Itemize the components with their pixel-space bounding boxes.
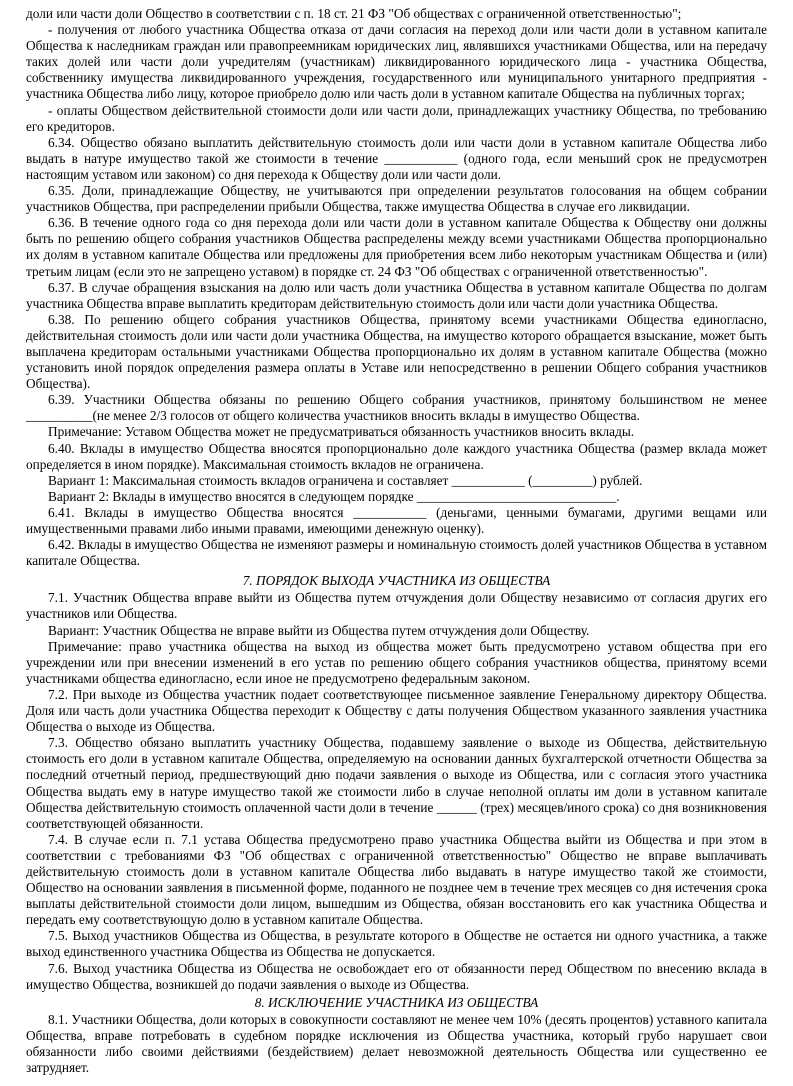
document-paragraph: 6.39. Участники Общества обязаны по решению Общего собрания участников, принятому большинством не менее __________(не менее 2/3 голосов от общего количества участников вносить вклады в имущество Общества. [26,392,767,424]
document-paragraph: Вариант: Участник Общества не вправе выйти из Общества путем отчуждения доли Обществу. [48,622,590,638]
document-paragraph: 7.6. Выход участника Общества из Общества не освобождает его от обязанности перед Обществом по внесению вклада в имущество Общества, возникшей до подачи заявления о выходе из Общества. [26,960,767,992]
document-paragraph: 7.3. Общество обязано выплатить участнику Общества, подавшему заявление о выходе из Общества, действительную стоимость его доли в уставном капитале Общества, определяемую на основании данных бухгалтерской отчетности Общества за последний отчетный период, предшествующий дню подачи заявления о выходе из Общества, или с согласия этого участника Общества выдать ему в натуре имущество такой же стоимости либо в случае неполной оплаты им доли в уставном капитале Общества действительную стоимость оплаченной части доли в течение ______ (трех) месяцев/иного срока) со дня возникновения соответствующей обязанности. [26,735,767,831]
document-paragraph: 8.1. Участники Общества, доли которых в совокупности составляют не менее чем 10% (десять процентов) уставного капитала Общества, вправе потребовать в судебном порядке исключения из Общества участника, который грубо нарушает свои обязанности либо своими действиями (бездействием) делает невозможной деятельность Общества или существенно ее затрудняет. [26,1011,767,1076]
document-paragraph: 7.1. Участник Общества вправе выйти из Общества путем отчуждения доли Обществу независимо от согласия других его участников или Общества. [26,590,767,622]
document-paragraph: 6.38. По решению общего собрания участников Общества, принятому всеми участниками Общества единогласно, действительная стоимость доли или части доли участника Общества, на имущество которого обращается взыскание, может быть выплачена кредиторам остальными участниками Общества пропорционально их долям в уставном капитале Общества (можно установить иной порядок определения размера оплаты в Уставе или непосредственно в решении Общего собрания участников Общества). [26,311,767,392]
document-paragraph: 6.40. Вклады в имущество Общества вносятся пропорционально доле каждого участника Общества (размер вклада может определяется в ином порядке). Максимальная стоимость вкладов не ограничена. [26,440,767,472]
document-paragraph: Вариант 1: Максимальная стоимость вкладов ограничена и составляет ___________ (_________) рублей. [48,472,643,488]
document-paragraph: 7.5. Выход участников Общества из Общества, в результате которого в Обществе не остается ни одного участника, а также выход единственного участника Общества из Общества не допускается. [26,928,767,960]
section-heading: 7. ПОРЯДОК ВЫХОДА УЧАСТНИКА ИЗ ОБЩЕСТВА [242,573,551,589]
document-paragraph: 6.36. В течение одного года со дня перехода доли или части доли в уставном капитале Общества к Обществу они должны быть по решению общего собрания участников Общества распределены между всеми участниками Общества пропорционально их долям в уставном капитале Общества или предложены для приобретения всем либо некоторым участникам Общества и (или) третьим лицам (если это не запрещено уставом) в порядке ст. 24 ФЗ "Об обществах с ограниченной ответственностью". [26,215,767,279]
document-paragraph: 6.37. В случае обращения взыскания на долю или часть доли участника Общества в уставном капитале Общества по долгам участника Общества вправе выплатить кредиторам действительную стоимость доли или части доли участника Общества. [26,279,767,311]
document-paragraph: Вариант 2: Вклады в имущество вносятся в следующем порядке ______________________________. [48,488,620,504]
document-paragraph: 7.4. В случае если п. 7.1 устава Общества предусмотрено право участника Общества выйти из Общества и при этом в соответствии с требованиями ФЗ "Об обществах с ограниченной ответственностью" Общество не вправе выплачивать действительную стоимость доли в уставном капитале Общества либо выдавать в натуре имущество такой же стоимости, Общество на основании заявления в письменной форме, поданного не позднее чем в течение трех месяцев со дня истечения срока выплаты действительной стоимости доли лицом, вышедшим из Общества, обязан восстановить его как участника Общества и передать ему соответствующую долю в уставном капитале Общества. [26,831,767,928]
document-paragraph: 6.35. Доли, принадлежащие Обществу, не учитываются при определении результатов голосования на общем собрании участников Общества, при распределении прибыли Общества, также имущества Общества в случае его ликвидации. [26,183,767,215]
document-paragraph: 7.2. При выходе из Общества участник подает соответствующее письменное заявление Генеральному директору Общества. Доля или часть доли участника Общества переходит к Обществу с даты получения Обществом указанного заявления участника Общества о выходе из Общества. [26,686,767,735]
document-paragraph: 6.42. Вклады в имущество Общества не изменяют размеры и номинальную стоимость долей участников Общества в уставном капитале Общества. [26,537,767,569]
document-paragraph: - оплаты Обществом действительной стоимости доли или части доли, принадлежащих участнику Общества, по требованию его кредиторов. [26,102,767,134]
document-body [26,6,767,1076]
document-paragraph: - получения от любого участника Общества отказа от дачи согласия на переход доли или части доли в уставном капитале Общества к наследникам граждан или правопреемникам юридических лиц, являвшихся участниками Общества, или на передачу таких долей или части доли учредителям (участникам) ликвидированного юридического лица - участника Общества, собственнику имущества ликвидированного учреждения, государственного или муниципального унитарного предприятия - участника Общества либо лицу, которое приобрело долю или часть доли в уставном капитале Общества на публичных торгах; [26,22,767,102]
document-paragraph: Примечание: право участника общества на выход из общества может быть предусмотрено уставом общества при его учреждении или при внесении изменений в его устав по решению общего собрания участников общества, принятому всеми участниками общества единогласно, если иное не предусмотрено федеральным законом. [26,638,767,686]
document-paragraph: Примечание: Уставом Общества может не предусматриваться обязанность участников вносить вклады. [48,424,635,440]
document-paragraph: 6.34. Общество обязано выплатить действительную стоимость доли или части доли в уставном капитале Общества либо выдать в натуре имущество такой же стоимости в течение ___________ (одного года, если меньший срок не предусмотрен настоящим уставом или законом) со дня перехода к Обществу доли или части доли. [26,134,767,182]
section-heading: 8. ИСКЛЮЧЕНИЕ УЧАСТНИКА ИЗ ОБЩЕСТВА [254,994,539,1010]
document-paragraph: доли или части доли Общество в соответствии с п. 18 ст. 21 ФЗ "Об обществах с ограниченной ответственностью"; [26,6,682,21]
document-paragraph: 6.41. Вклады в имущество Общества вносятся ___________ (деньгами, ценными бумагами, другими вещами или имущественными правами либо иными правами, имеющими денежную оценку). [26,504,767,536]
